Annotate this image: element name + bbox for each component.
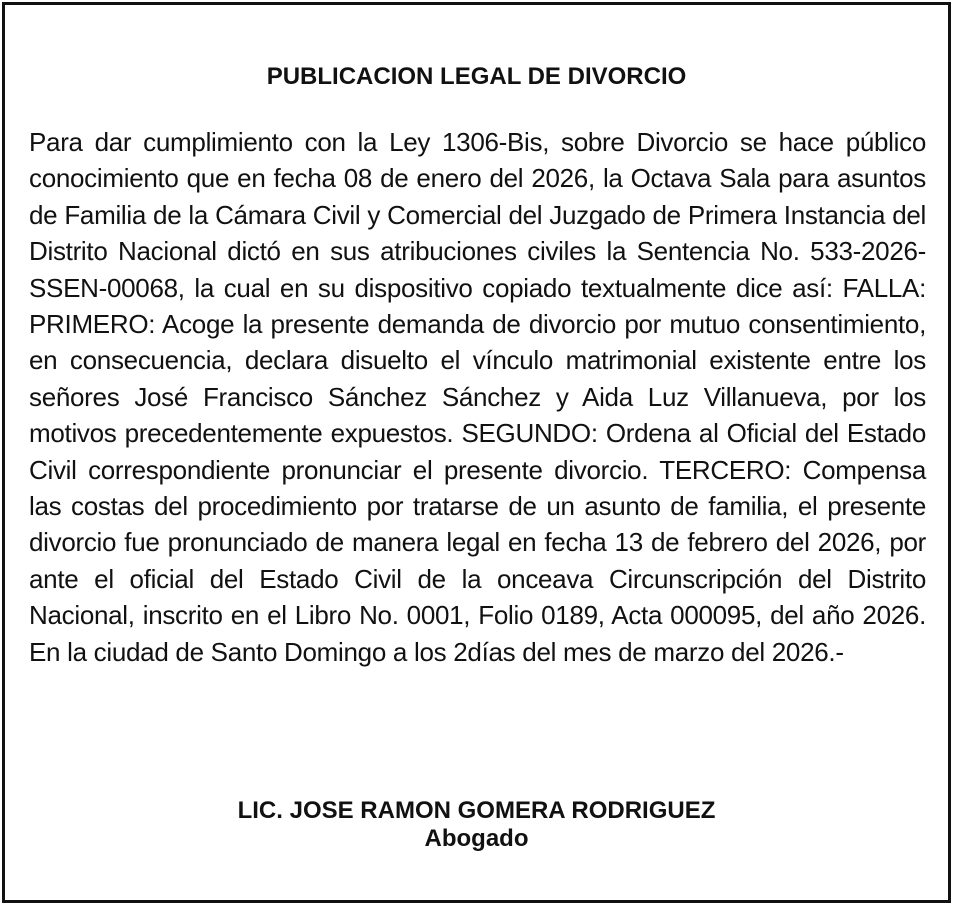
signer-role: Abogado	[424, 825, 529, 852]
notice-body: Para dar cumplimiento con la Ley 1306-Bis, sobre Divorcio se hace público conocimiento que en fecha 08 de enero del 2026, la Octava Sala para asuntos de Familia de la Cámara Civil y Comercial del Juzgado de Primera Instancia del Distrito Nacional dictó en sus atribuciones civiles la Sentencia No. 533-2026-SSEN-00068, la cual en su dispositivo copiado textualmente dice así: FALLA: PRIMERO: Acoge la presente demanda de divorcio por mutuo consentimiento, en consecuencia, declara disuelto el vínculo matrimonial existente entre los señores José Francisco Sánchez Sánchez y Aida Luz Villanueva, por los motivos precedentemente expuestos. SEGUNDO: Ordena al Oficial del Estado Civil correspondiente pronunciar el presente divorcio. TERCERO: Compensa las costas del procedimiento por tratarse de un asunto de familia, el presente divorcio fue pronunciado de manera legal en fecha 13 de febrero del 2026, por ante el oficial del Estado Civil de la onceava Circunscripción del Distrito Nacional, inscrito en el Libro No. 0001, Folio 0189, Acta 000095, del año 2026. En la ciudad de Santo Domingo a los 2días del mes de marzo del 2026.-	[29, 127, 926, 667]
notice-frame	[2, 2, 951, 903]
signature-block	[5, 797, 948, 853]
notice-title: PUBLICACION LEGAL DE DIVORCIO	[266, 63, 687, 90]
signer-name: LIC. JOSE RAMON GOMERA RODRIGUEZ	[237, 797, 716, 824]
